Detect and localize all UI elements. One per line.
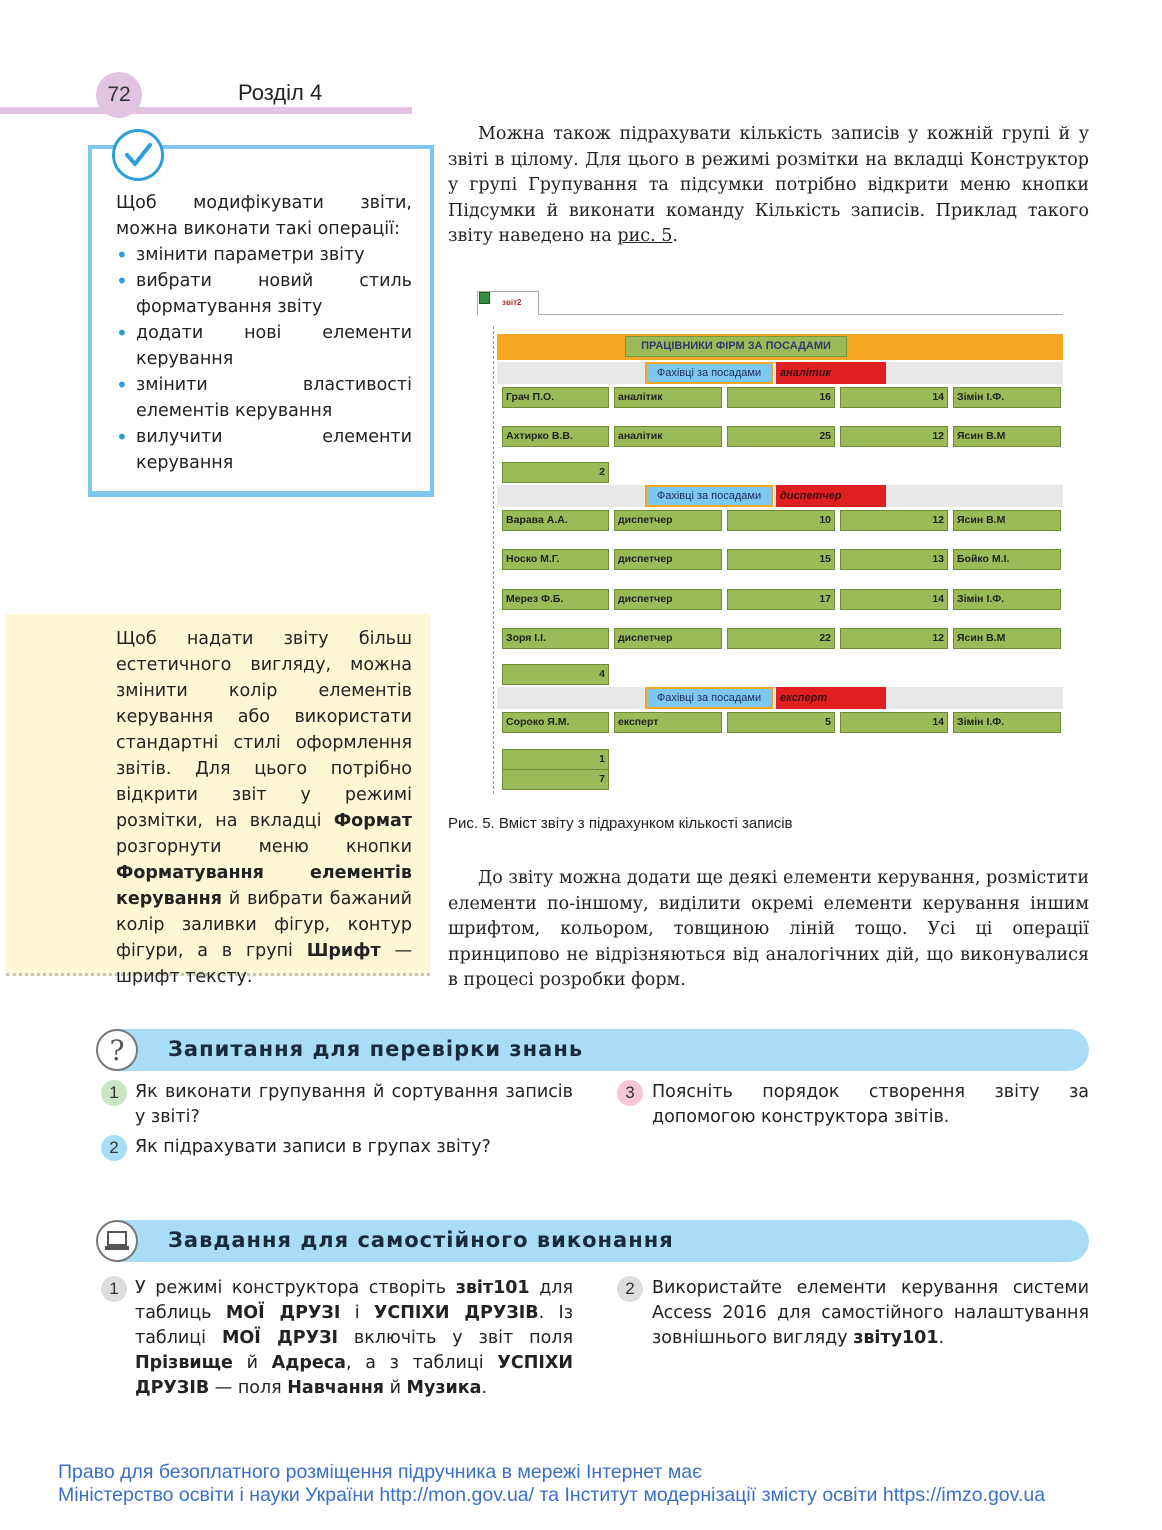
tip-text-part: й вибрати бажаний колір заливки фігур, контур фігури, а в групі <box>116 889 412 961</box>
question-text: Як виконати групування й сортування записів у звіті? <box>135 1082 573 1127</box>
note-intro: Щоб модифікувати звіти, можна виконати такі операції: <box>116 193 412 239</box>
report-tabbar <box>473 288 1063 314</box>
question-number: 2 <box>101 1135 127 1161</box>
cell-number: 13 <box>840 549 948 570</box>
cell-position: диспетчер <box>614 510 722 531</box>
footer-line-2: Міністерство освіти і науки України http://mon.gov.ua/ та Інститут модернізації змісту освіти https://imzo.gov.ua <box>58 1484 1046 1506</box>
task-number: 2 <box>617 1276 643 1302</box>
note-item: • вилучити елементи керування <box>116 424 412 476</box>
cell-number: 10 <box>727 510 835 531</box>
cell-name: Зоря І.І. <box>502 628 609 649</box>
cell-position: аналітик <box>614 426 722 447</box>
tip-text-part: розгорнути меню кнопки <box>116 837 412 857</box>
task-text-part: , а з таблиці <box>345 1353 498 1373</box>
task-bold: звіту101 <box>853 1328 939 1348</box>
cell-manager: Зімін І.Ф. <box>953 387 1061 408</box>
cell-name: Варава А.А. <box>502 510 609 531</box>
note-item: • змінити властивості елементів керування <box>116 372 412 424</box>
question-icon: ? <box>96 1029 138 1071</box>
page-number: 72 <box>96 72 142 118</box>
cell-position: експерт <box>614 712 722 733</box>
tip-text-part: Щоб надати звіту більш естетичного вигляду, можна змінити колір елементів керування або використати стандартні стилі оформлення звітів. Для цього потрібно відкрити звіт у режимі розмітки, на вкладці <box>116 629 412 831</box>
laptop-icon <box>96 1220 138 1262</box>
paragraph-outro: До звіту можна додати ще деякі елементи керування, розмістити елементи по-іншому, виділити окремі елементи керування іншим шрифтом, кольором, товщиною ліній тощо. Усі ці операції принципово не відрізняються від аналогічних дій, що виконувалися в процесі розробки форм. <box>448 868 1089 990</box>
tip-bold: Форматування елементів керування <box>116 863 412 909</box>
group-label: Фахівці за посадами <box>645 362 773 384</box>
group-label: Фахівці за посадами <box>645 687 773 709</box>
cell-number: 22 <box>727 628 835 649</box>
tip-text <box>116 626 412 990</box>
note-item: • змінити параметри звіту <box>116 242 412 268</box>
report-margin-line <box>493 326 494 794</box>
cell-manager: Ясин В.М <box>953 426 1061 447</box>
note-item: • вибрати новий стиль форматування звіту <box>116 268 412 320</box>
group-label: Фахівці за посадами <box>645 485 773 507</box>
cell-number: 16 <box>727 387 835 408</box>
tip-bold: Формат <box>333 811 412 831</box>
section-title: Розділ 4 <box>238 80 323 105</box>
question-text: Поясніть порядок створення звіту за допомогою конструктора звітів. <box>652 1082 1089 1127</box>
header-line <box>0 107 412 114</box>
cell-number: 12 <box>840 426 948 447</box>
report-tab-label: звіт2 <box>502 298 522 307</box>
group-count: 1 <box>502 749 609 770</box>
cell-name: Мерез Ф.Б. <box>502 589 609 610</box>
cell-name: Сороко Я.М. <box>502 712 609 733</box>
task-text <box>652 1276 1089 1351</box>
task-text-part: . <box>938 1328 945 1348</box>
question-number: 1 <box>101 1080 127 1106</box>
note-text <box>116 190 412 476</box>
report-title: ПРАЦІВНИКИ ФІРМ ЗА ПОСАДАМИ <box>625 336 847 357</box>
cell-number: 12 <box>840 510 948 531</box>
cell-number: 12 <box>840 628 948 649</box>
cell-number: 14 <box>840 589 948 610</box>
task-bold: Адреса <box>271 1353 346 1373</box>
questions-title: Запитання для перевірки знань <box>168 1037 584 1061</box>
question-number: 3 <box>617 1080 643 1106</box>
tab-divider <box>539 314 1063 315</box>
cell-manager: Зімін І.Ф. <box>953 589 1061 610</box>
total-count: 7 <box>502 769 609 790</box>
paragraph-text: Можна також підрахувати кількість записів у кожній групі й у звіті в цілому. Для цього в режимі розмітки на вкладці Конструктор у групі Групування та підсумки потрібно відкрити меню кнопки Підсумки й виконати команду Кількість записів. Приклад такого звіту наведено на <box>448 124 1089 246</box>
figure-reference[interactable]: рис. 5 <box>617 226 673 246</box>
task-text-part: і <box>340 1303 374 1323</box>
task-bold: Прізвище <box>135 1353 233 1373</box>
tip-bold: Шрифт <box>306 941 381 961</box>
task-text-part: й <box>232 1353 272 1373</box>
task-bold: МОЇ ДРУЗІ <box>221 1328 339 1348</box>
task-text-part: — поля <box>209 1378 288 1398</box>
task-bold: МОЇ ДРУЗІ <box>225 1303 341 1323</box>
figure-caption: Рис. 5. Вміст звіту з підрахунком кількості записів <box>448 815 793 832</box>
group-value: диспетчер <box>776 485 886 507</box>
cell-position: аналітик <box>614 387 722 408</box>
cell-number: 17 <box>727 589 835 610</box>
cell-position: диспетчер <box>614 628 722 649</box>
cell-manager: Бойко М.І. <box>953 549 1061 570</box>
task-text-part: . <box>481 1378 488 1398</box>
group-value: аналітик <box>776 362 886 384</box>
note-list <box>116 242 412 476</box>
report-figure <box>473 288 1063 794</box>
cell-name: Носко М.Г. <box>502 549 609 570</box>
task-text-part: для таблиць <box>135 1278 574 1323</box>
task-bold: звіт101 <box>455 1278 530 1298</box>
tasks-title: Завдання для самостійного виконання <box>168 1228 674 1252</box>
cell-manager: Ясин В.М <box>953 628 1061 649</box>
cell-manager: Ясин В.М <box>953 510 1061 531</box>
task-bold: Навчання <box>287 1378 385 1398</box>
paragraph-end: . <box>672 226 678 246</box>
cell-position: диспетчер <box>614 589 722 610</box>
cell-number: 15 <box>727 549 835 570</box>
task-bold: Музика <box>406 1378 482 1398</box>
checkmark-icon <box>112 129 164 181</box>
footer-line-1: Право для безоплатного розміщення підручника в мережі Інтернет має <box>58 1461 703 1483</box>
group-count: 4 <box>502 664 609 685</box>
report-icon <box>479 292 490 304</box>
paragraph-intro <box>448 122 1089 250</box>
cell-position: диспетчер <box>614 549 722 570</box>
task-bold: УСПІХИ ДРУЗІВ <box>135 1353 574 1398</box>
cell-number: 25 <box>727 426 835 447</box>
task-bold: УСПІХИ ДРУЗІВ <box>373 1303 539 1323</box>
task-text-part: Використайте елементи керування системи Access 2016 для самостійного налаштування зовнішнього вигляду <box>652 1278 1089 1348</box>
task-text-part: включіть у звіт поля <box>338 1328 573 1348</box>
cell-name: Ахтирко В.В. <box>502 426 609 447</box>
task-text-part: й <box>384 1378 407 1398</box>
group-value: експерт <box>776 687 886 709</box>
cell-manager: Зімін І.Ф. <box>953 712 1061 733</box>
task-text <box>135 1276 573 1401</box>
cell-number: 14 <box>840 387 948 408</box>
cell-number: 14 <box>840 712 948 733</box>
cell-number: 5 <box>727 712 835 733</box>
task-text-part: . Із таблиці <box>135 1303 573 1348</box>
question-text: Як підрахувати записи в групах звіту? <box>135 1137 491 1157</box>
group-count: 2 <box>502 462 609 483</box>
task-number: 1 <box>101 1276 127 1302</box>
task-text-part: У режимі конструктора створіть <box>135 1278 456 1298</box>
cell-name: Грач П.О. <box>502 387 609 408</box>
note-item: • додати нові елементи керування <box>116 320 412 372</box>
tip-text-part: — шрифт тексту. <box>116 941 412 987</box>
